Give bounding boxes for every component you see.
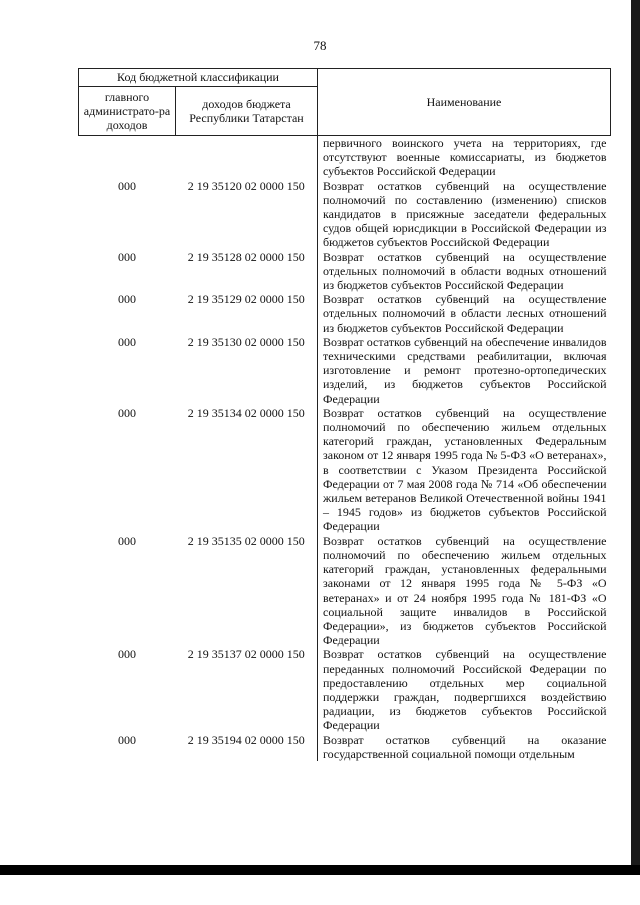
table-row <box>79 647 611 732</box>
admin-code-cell: 000 <box>118 405 136 420</box>
table-row <box>79 534 611 648</box>
admin-code-cell: 000 <box>118 533 136 548</box>
scan-edge-shadow <box>631 0 640 870</box>
income-code-cell: 2 19 35129 02 0000 150 <box>187 292 305 307</box>
name-cell: Возврат остатков субвенций на осуществление отдельных полномочий в области лесных отношений из бюджетов субъектов Российской Федерации <box>318 292 611 335</box>
admin-code-cell: 000 <box>118 178 136 193</box>
classification-code-group-header: Код бюджетной классификации <box>79 69 318 87</box>
income-code-cell: 2 19 35120 02 0000 150 <box>187 178 305 193</box>
income-code-cell: 2 19 35128 02 0000 150 <box>187 249 305 264</box>
table-row <box>79 406 611 534</box>
income-code-cell: 2 19 35194 02 0000 150 <box>187 732 305 747</box>
continuation-name-cell: первичного воинского учета на территориях, где отсутствуют военные комиссариаты, из бюджетов субъектов Российской Федерации <box>318 136 611 179</box>
admin-code-cell: 000 <box>118 249 136 264</box>
code-column-header: доходов бюджета Республики Татарстан <box>176 87 318 136</box>
table-row <box>79 292 611 335</box>
name-cell: Возврат остатков субвенций на обеспечение инвалидов техническими средствами реабилитации, включая изготовление и ремонт протезно-ортопедических изделий, из бюджетов субъектов Российской Федерации <box>318 335 611 406</box>
income-code-cell: 2 19 35130 02 0000 150 <box>187 334 305 349</box>
table-row <box>79 250 611 293</box>
income-code-cell: 2 19 35137 02 0000 150 <box>187 647 305 662</box>
income-code-cell: 2 19 35135 02 0000 150 <box>187 533 305 548</box>
table-row <box>79 733 611 761</box>
income-code-cell: 2 19 35134 02 0000 150 <box>187 405 305 420</box>
name-cell: Возврат остатков субвенций на осуществление отдельных полномочий в области водных отношений из бюджетов субъектов Российской Федерации <box>318 250 611 293</box>
page-number: 78 <box>313 38 327 53</box>
admin-code-cell: 000 <box>118 732 136 747</box>
name-cell: Возврат остатков субвенций на осуществление переданных полномочий Российской Федерации по предоставлению отдельных мер социальной поддержки граждан, подвергшихся воздействию радиации, из бюджетов субъектов Российской Федерации <box>318 647 611 732</box>
continuation-row <box>79 136 611 179</box>
name-cell: Возврат остатков субвенций на осуществление полномочий по обеспечению жильем отдельных категорий граждан, установленных Федеральным законом от 12 января 1995 года № 5-ФЗ «О ветеранах», в соответствии с Указом Президента Российской Федерации от 7 мая 2008 года № 714 «Об обеспечении жильем ветеранов Великой Отечественной войны 1941 – 1945 годов» из бюджетов субъектов Российской Федерации <box>318 406 611 534</box>
name-column-header: Наименование <box>318 69 611 136</box>
name-cell: Возврат остатков субвенций на оказание государственной социальной помощи отдельным <box>318 733 611 761</box>
name-cell: Возврат остатков субвенций на осуществление полномочий по обеспечению жильем отдельных категорий граждан, установленных федеральными законами от 12 января 1995 года № 5-ФЗ «О ветеранах» и от 24 ноября 1995 года № 181-ФЗ «О социальной защите инвалидов в Российской Федерации», из бюджетов субъектов Российской Федерации <box>318 534 611 648</box>
admin-code-cell: 000 <box>118 292 136 307</box>
admin-code-cell: 000 <box>118 334 136 349</box>
budget-classification-table <box>78 68 611 761</box>
table-row <box>79 335 611 406</box>
scan-bottom-bar <box>0 865 640 875</box>
name-cell: Возврат остатков субвенций на осуществление полномочий по составлению (изменению) списков кандидатов в присяжные заседатели федеральных судов общей юрисдикции в Российской Федерации из бюджетов субъектов Российской Федерации <box>318 179 611 250</box>
admin-column-header: главного администрато-ра доходов <box>79 87 176 136</box>
admin-code-cell: 000 <box>118 647 136 662</box>
table-row <box>79 179 611 250</box>
